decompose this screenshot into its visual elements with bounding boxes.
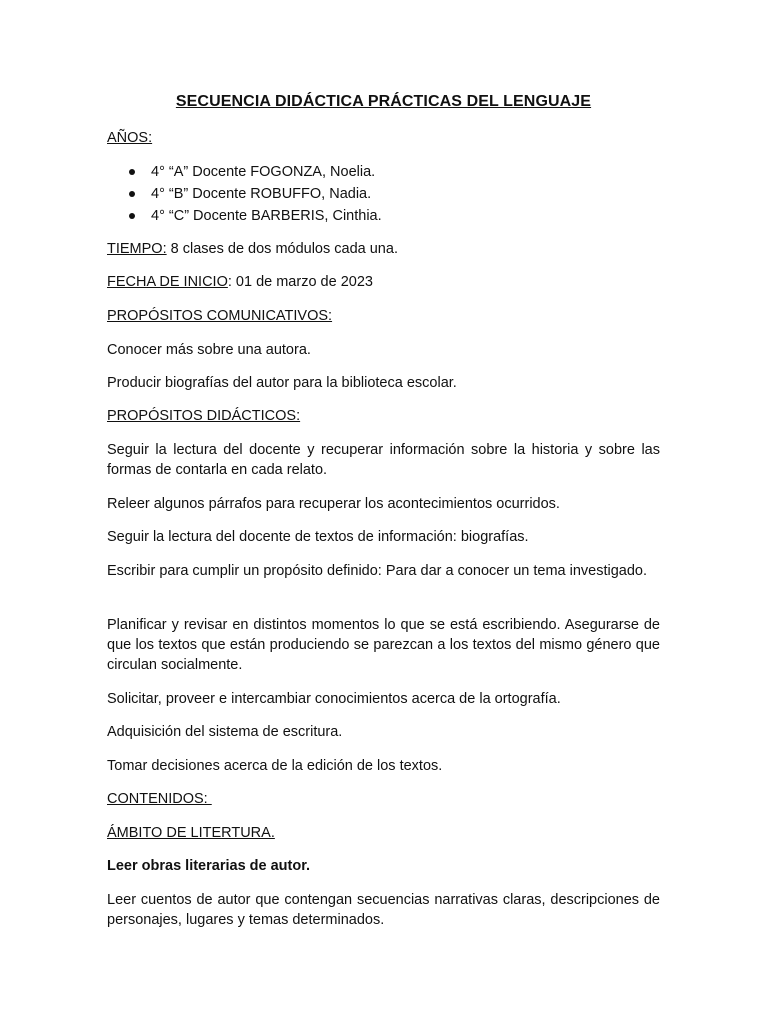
ambito-label: ÁMBITO DE LITERTURA. [107,825,275,841]
bullet-icon [129,213,135,219]
tiempo-label: TIEMPO: [107,241,167,257]
paragraph: Seguir la lectura del docente de textos de información: biografías. [107,529,529,545]
bullet-icon [129,169,135,175]
fecha-line [107,272,660,292]
paragraph: Planificar y revisar en distintos momentos lo que se está escribiendo. Asegurarse de que los textos que están produciendo se parezcan a los textos del mismo género que circulan socialmente. [107,617,660,673]
list-item: 4° “C” Docente BARBERIS, Cinthia. [107,205,382,227]
anos-list [107,161,382,227]
list-item: 4° “B” Docente ROBUFFO, Nadia. [107,183,382,205]
fecha-label: FECHA DE INICIO [107,274,228,290]
propositos-didacticos-label: PROPÓSITOS DIDÁCTICOS: [107,408,301,424]
paragraph: Leer cuentos de autor que contengan secuencias narrativas claras, descripciones de personajes, lugares y temas determinados. [107,892,660,928]
contenidos-label: CONTENIDOS: [107,791,212,807]
tiempo-value: 8 clases de dos módulos cada una. [166,241,398,257]
tiempo-line [107,239,660,259]
paragraph: Escribir para cumplir un propósito definido: Para dar a conocer un tema investigado. [107,563,648,579]
propositos-comunicativos-label: PROPÓSITOS COMUNICATIVOS: [107,308,333,324]
section-subtitle: Leer obras literarias de autor. [107,858,311,874]
paragraph: Producir biografías del autor para la biblioteca escolar. [107,375,457,391]
fecha-value: : 01 de marzo de 2023 [227,274,373,290]
anos-label: AÑOS: [107,130,153,146]
bullet-icon [129,191,135,197]
paragraph: Solicitar, proveer e intercambiar conocimientos acerca de la ortografía. [107,691,561,707]
paragraph: Seguir la lectura del docente y recuperar información sobre la historia y sobre las formas de contarla en cada relato. [107,442,660,478]
paragraph: Conocer más sobre una autora. [107,342,311,358]
paragraph: Releer algunos párrafos para recuperar los acontecimientos ocurridos. [107,496,560,512]
paragraph: Tomar decisiones acerca de la edición de los textos. [107,758,443,774]
contenidos-line [107,789,660,809]
document-title: SECUENCIA DIDÁCTICA PRÁCTICAS DEL LENGUAJE [175,93,592,110]
list-item: 4° “A” Docente FOGONZA, Noelia. [107,161,382,183]
paragraph: Adquisición del sistema de escritura. [107,724,343,740]
